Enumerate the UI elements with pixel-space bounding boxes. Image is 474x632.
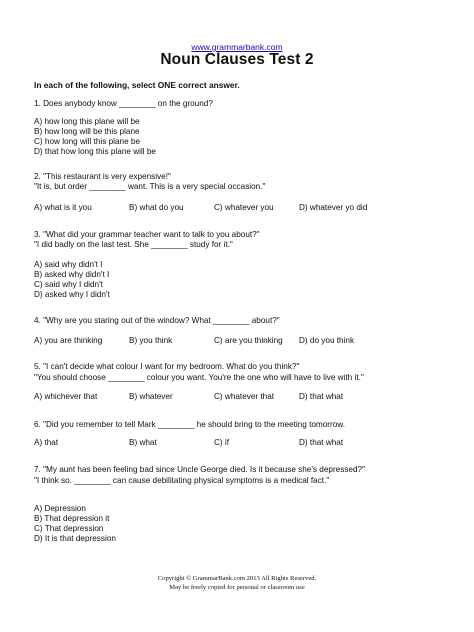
q3-option-a[interactable]: A) said why didn't I	[34, 260, 103, 269]
q1-option-d[interactable]: D) that how long this plane will be	[34, 147, 156, 156]
q7-option-d[interactable]: D) It is that depression	[34, 534, 116, 543]
q1-option-a[interactable]: A) how long this plane will be	[34, 117, 140, 126]
q4-option-b[interactable]: B) you think	[129, 336, 173, 345]
q6-option-c[interactable]: C) if	[214, 438, 230, 447]
q1-option-b[interactable]: B) how long will be this plane	[34, 127, 140, 136]
q1-option-c[interactable]: C) how long will this plane be	[34, 137, 141, 146]
q5-option-c[interactable]: C) whatever that	[214, 392, 275, 401]
q5-option-d[interactable]: D) that what	[299, 392, 344, 401]
q3-option-b[interactable]: B) asked why didn't I	[34, 270, 110, 279]
q4-option-d[interactable]: D) do you think	[299, 336, 355, 345]
site-link[interactable]: www.grammarbank.com	[191, 42, 283, 52]
q6-option-a[interactable]: A) that	[34, 438, 59, 447]
q5-option-a[interactable]: A) whichever that	[34, 392, 98, 401]
q7-option-b[interactable]: B) That depression it	[34, 514, 110, 523]
q6-option-d[interactable]: D) that what	[299, 438, 344, 447]
q2-option-c[interactable]: C) whatever you	[214, 203, 274, 212]
q4-option-a[interactable]: A) you are thinking	[34, 336, 103, 345]
copyright-line: Copyright © GrammarBank.com 2013 All Rights Reserved.	[157, 575, 317, 582]
usage-note: May be freely copied for personal or classroom use	[169, 583, 305, 591]
q2-option-a[interactable]: A) what is it you	[34, 203, 92, 212]
question-7-text-line2: "I think so. ________ can cause debilitating physical symptoms is a medical fact."	[34, 476, 330, 485]
question-2-text-line2: "It is, but order ________ want. This is a very special occasion."	[34, 182, 266, 191]
q2-option-d[interactable]: D) whatever yo did	[299, 203, 368, 212]
question-5-text-line2: "You should choose ________ colour you want. You're the one who will have to live with it."	[34, 373, 364, 382]
instructions: In each of the following, select ONE correct answer.	[34, 80, 240, 90]
question-6-text: 6. "Did you remember to tell Mark ________ he should bring to the meeting tomorrow.	[34, 420, 346, 429]
copyright-footer	[0, 575, 474, 592]
q3-option-d[interactable]: D) asked why I didn't	[34, 290, 110, 299]
q7-option-c[interactable]: C) That depression	[34, 524, 104, 533]
question-2-text: 2. "This restaurant is very expensive!"	[34, 172, 171, 181]
q5-option-b[interactable]: B) whatever	[129, 392, 173, 401]
question-5-text: 5. "I can't decide what colour I want for my bedroom. What do you think?"	[34, 362, 300, 371]
q4-option-c[interactable]: C) are you thinking	[214, 336, 283, 345]
q7-option-a[interactable]: A) Depression	[34, 504, 86, 513]
q3-option-c[interactable]: C) said why I didn't	[34, 280, 103, 289]
question-3-text: 3. "What did your grammar teacher want to talk to you about?"	[34, 230, 260, 239]
question-7-text: 7. "My aunt has been feeling bad since Uncle George died. Is it because she's depressed?"	[34, 465, 365, 474]
page-title: Noun Clauses Test 2	[160, 51, 314, 68]
question-4-text: 4. "Why are you staring out of the window? What ________ about?"	[34, 316, 280, 325]
q2-option-b[interactable]: B) what do you	[129, 203, 184, 212]
question-3-text-line2: "I did badly on the last test. She ________ study for it."	[34, 240, 233, 249]
q6-option-b[interactable]: B) what	[129, 438, 157, 447]
question-1-text: 1. Does anybody know ________ on the ground?	[34, 99, 213, 108]
